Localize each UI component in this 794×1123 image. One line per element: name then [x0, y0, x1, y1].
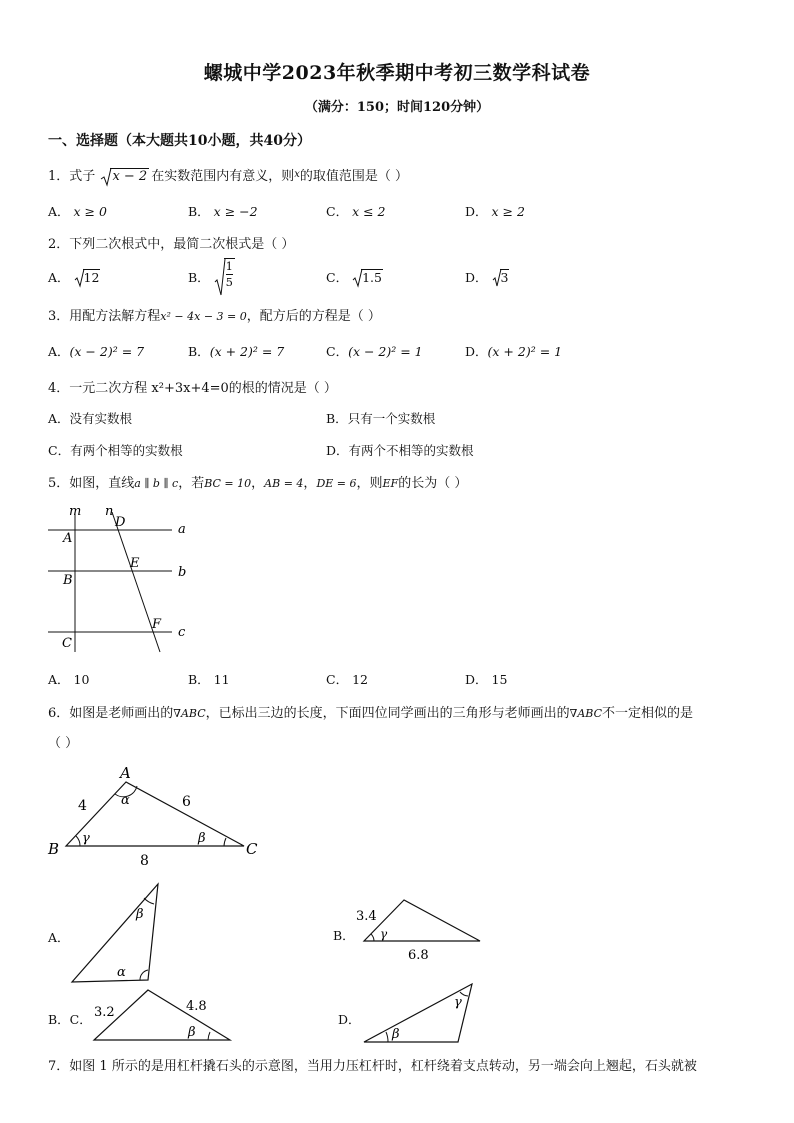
exam-subtitle: （满分：150；时间120分钟） [304, 100, 490, 115]
q2-option-b[interactable]: B． $\frac{1}{5}$ [188, 258, 235, 290]
radical-sign-icon [214, 258, 226, 296]
question-number: 1． [48, 169, 70, 184]
q4-option-a[interactable]: A．没有实数根 [48, 411, 133, 426]
question-6-bracket: （ ） [48, 736, 79, 751]
q3-option-d[interactable]: D．(x + 2)² = 1 [465, 344, 563, 359]
teacher-triangle-figure [44, 762, 274, 872]
sqrt-expression: x − 2 [101, 169, 149, 184]
q1-option-a[interactable]: A． x ≥ 0 [48, 204, 107, 219]
angle-arc-c [224, 838, 226, 846]
q2-option-a[interactable]: A． 12 [48, 268, 100, 286]
sqrt-expression: 3 [492, 270, 510, 285]
triangle-shape [364, 984, 472, 1042]
label-B: B [63, 573, 73, 588]
q6-option-c-triangle[interactable] [88, 986, 234, 1046]
angle-arc-b [76, 836, 80, 846]
q1-option-d[interactable]: D． x ≥ 2 [465, 204, 525, 219]
q4-option-d[interactable]: D．有两个不相等的实数根 [326, 443, 474, 458]
vertex-a: A [120, 764, 131, 782]
angle-arc [371, 934, 374, 941]
radical-sign-icon [352, 268, 363, 288]
side-length: 6.8 [408, 948, 429, 962]
q2-option-c[interactable]: C． 1.5 [326, 268, 383, 286]
q3-option-a[interactable]: A．(x − 2)² = 7 [48, 344, 145, 359]
q6-option-c-label[interactable]: B．C． [48, 1012, 92, 1027]
label-A: A [63, 531, 73, 546]
q3-option-b[interactable]: B．(x + 2)² = 7 [188, 344, 285, 359]
triangle-abc [66, 782, 244, 846]
q4-option-b[interactable]: B．只有一个实数根 [326, 411, 436, 426]
label-E: E [130, 556, 140, 571]
label-D: D [115, 515, 126, 530]
question-2: 2．下列二次根式中，最简二次根式是（ ） [48, 237, 295, 252]
angle-label: α [117, 965, 126, 980]
angle-label: γ [380, 927, 388, 941]
q6-option-b-label[interactable]: B． [333, 928, 355, 943]
exam-title: 螺城中学2023年秋季期中考初三数学科试卷 [203, 62, 591, 84]
angle-label: β [136, 907, 144, 922]
angle-arc [208, 1032, 210, 1040]
sqrt-fraction: $\frac{1}{5}$ [214, 258, 235, 290]
question-text: 式子 [69, 169, 96, 184]
section-heading: 一、选择题（本大题共10小题，共40分） [48, 133, 311, 149]
q5-option-c[interactable]: C． 12 [326, 672, 368, 687]
radical-sign-icon [492, 268, 502, 288]
question-text: 在实数范围内有意义，则 [151, 169, 295, 184]
side-length: 3.2 [94, 1005, 115, 1020]
label-b: b [178, 565, 187, 580]
angle-arc [144, 898, 154, 904]
angle-arc [386, 1032, 388, 1042]
angle-label: γ [454, 995, 462, 1010]
question-6: 6．如图是老师画出的∇ABC，已标出三边的长度，下面四位同学画出的三角形与老师画出的∇ABC不一定相似的是 [48, 706, 694, 721]
q2-option-d[interactable]: D． 3 [465, 268, 509, 286]
label-c: c [178, 625, 186, 640]
sqrt-expression: 1.5 [352, 270, 383, 285]
q6-option-d-triangle[interactable] [358, 980, 478, 1046]
question-1 [48, 165, 408, 184]
label-F: F [152, 617, 162, 632]
angle-label: β [392, 1027, 400, 1042]
angle-gamma: γ [82, 831, 90, 846]
radical-sign-icon [74, 268, 85, 288]
q6-option-d-label[interactable]: D． [338, 1012, 361, 1027]
side-length: 4.8 [186, 999, 207, 1014]
q5-option-d[interactable]: D． 15 [465, 672, 508, 687]
label-a: a [178, 522, 186, 537]
vertex-b: B [48, 840, 60, 858]
side-ac-length: 6 [182, 794, 191, 810]
question-text: 的取值范围是（ ） [299, 169, 408, 184]
label-C: C [62, 636, 72, 651]
q6-option-a-triangle[interactable] [68, 880, 168, 986]
q6-option-b-triangle[interactable] [352, 896, 484, 962]
radical-sign-icon [100, 167, 112, 187]
side-bc-length: 8 [140, 853, 149, 869]
angle-beta: β [198, 831, 206, 846]
label-n: n [105, 504, 114, 519]
vertex-c: C [246, 840, 258, 858]
angle-alpha: α [121, 793, 130, 808]
q1-option-b[interactable]: B． x ≥ −2 [188, 204, 258, 219]
q1-option-c[interactable]: C． x ≤ 2 [326, 204, 386, 219]
q3-option-c[interactable]: C．(x − 2)² = 1 [326, 344, 423, 359]
question-4: 4．一元二次方程 x²+3x+4=0的根的情况是（ ） [48, 381, 337, 396]
q4-option-c[interactable]: C．有两个相等的实数根 [48, 443, 183, 458]
angle-label: β [188, 1025, 196, 1040]
question-5: 5．如图，直线a ∥ b ∥ c，若BC = 10，AB = 4，DE = 6，则EF的长为（ ） [48, 476, 468, 491]
side-ab-length: 4 [78, 798, 87, 814]
variable: x [294, 169, 300, 180]
q5-option-b[interactable]: B． 11 [188, 672, 230, 687]
sqrt-expression: 12 [74, 270, 101, 285]
question-3: 3．用配方法解方程x² − 4x − 3 = 0，配方后的方程是（ ） [48, 309, 381, 324]
parallel-lines-figure [44, 502, 204, 660]
q5-option-a[interactable]: A． 10 [48, 672, 90, 687]
q6-option-a-label[interactable]: A． [48, 930, 70, 945]
question-7: 7．如图 1 所示的是用杠杆撬石头的示意图，当用力压杠杆时，杠杆绕着支点转动，另一端会向上翘起，石头就被 [48, 1059, 697, 1074]
side-length: 3.4 [356, 909, 377, 924]
angle-arc [140, 970, 148, 980]
label-m: m [69, 504, 82, 519]
